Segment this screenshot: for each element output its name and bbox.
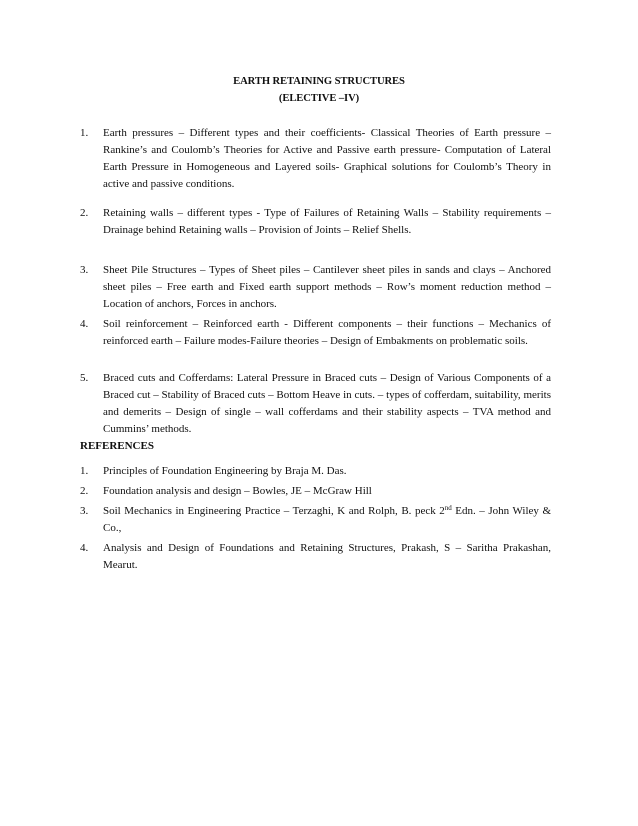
item-text: Sheet Pile Structures – Types of Sheet piles – Cantilever sheet piles in sands and clays – Anchored sheet piles – Free earth and Fixed earth support methods – Row’s moment reduction method – Location of anchors, Forces in anchors. [103,264,551,310]
page-subtitle: (ELECTIVE –IV) [278,93,360,104]
item-text: Braced cuts and Cofferdams: Lateral Pressure in Braced cuts – Design of Various Components of a Braced cut – Stability of Braced cuts – Bottom Heave in cuts. – types of cofferdam, suitability, merits and demerits – Design of single – wall cofferdams and their stability aspects – TVA method and Cummins’ methods. [103,372,551,435]
item-number: 5. [80,372,89,384]
reference-number: 2. [80,485,89,497]
reference-text: Analysis and Design of Foundations and Retaining Structures, Prakash, S – Saritha Prakashan, Mearut. [103,542,551,571]
reference-number: 3. [80,505,89,517]
reference-text-part: Edn. – John Wiley & Co., [103,505,551,534]
page-title: EARTH RETAINING STRUCTURES [233,76,405,87]
item-number: 4. [80,318,89,330]
references-heading: REFERENCES [80,440,154,452]
item-text: Retaining walls – different types - Type of Failures of Retaining Walls – Stability requirements – Drainage behind Retaining walls – Provision of Joints – Relief Shells. [103,207,551,236]
item-text: Earth pressures – Different types and their coefficients- Classical Theories of Earth pressure – Rankine’s and Coulomb’s Theories for Active and Passive earth pressure- Computation of Lateral Earth Pressure in Homogeneous and Layered soils- Graphical solutions for Coulomb’s Theory in active and passive conditions. [103,127,551,190]
item-number: 1. [80,127,89,139]
item-text: Soil reinforcement – Reinforced earth - Different components – their functions – Mechanics of reinforced earth – Failure modes-Failure theories – Design of Embakments on problematic soils. [103,318,551,347]
item-number: 3. [80,264,89,276]
reference-text [103,503,551,537]
reference-text-part: Soil Mechanics in Engineering Practice – Terzaghi, K and Rolph, B. peck 2 [103,505,445,517]
reference-text: Foundation analysis and design – Bowles, JE – McGraw Hill [103,485,372,497]
superscript-ordinal: nd [444,504,452,512]
reference-text: Principles of Foundation Engineering by Braja M. Das. [103,465,347,477]
reference-number: 1. [80,465,89,477]
reference-number: 4. [80,542,89,554]
item-number: 2. [80,207,89,219]
